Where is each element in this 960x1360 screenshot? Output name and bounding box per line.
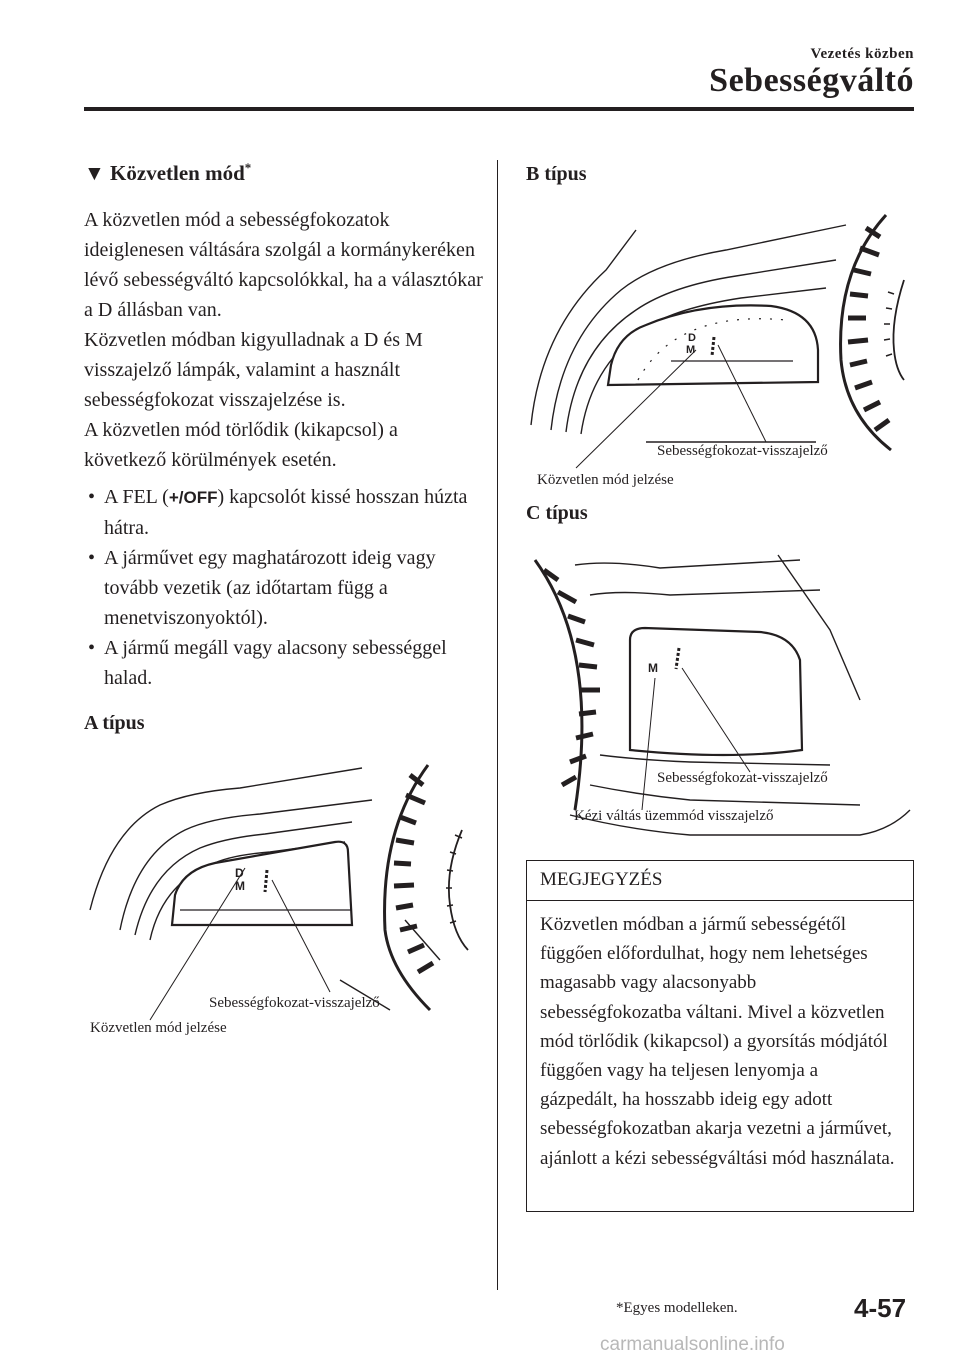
note-heading: MEGJEGYZÉS (527, 861, 913, 901)
triangle-marker-icon: ▼ (84, 161, 105, 185)
section-title (84, 160, 251, 186)
figure-b-label: B típus (526, 163, 587, 185)
cancel-conditions-list (84, 482, 484, 693)
watermark: carmanualsonline.info (600, 1334, 785, 1355)
indicator-m: M (686, 344, 696, 356)
figure-c-caption-gear: Sebességfokozat-visszajelző (657, 770, 828, 786)
speedometer-arc (535, 560, 582, 810)
intro-paragraph: A közvetlen mód a sebességfokozatok ideiglenesen váltására szolgál a kormánykeréken lévő sebességváltó kapcsolókkal, ha a választókar a D állásban van. (84, 209, 483, 321)
figure-c-instrument-illustration (530, 550, 915, 840)
bullet-dot-icon: • (88, 486, 96, 508)
inner-gauge-arc (449, 830, 468, 950)
column-divider (497, 160, 498, 1290)
up-off-switch-symbol: +/OFF (168, 488, 218, 507)
intro-text (84, 205, 484, 475)
inner-gauge-arc (893, 280, 904, 380)
header-rule (84, 107, 914, 111)
note-text: Közvetlen módban a jármű sebességétől függően előfordulhat, hogy nem lehetséges magasabb vagy alacsonyabb sebességfokozatba váltani. Mivel a közvetlen mód törlődik (kikapcsol) a gyorsítás módjától függően vagy ha teljesen lenyomja a gázpedált, ha hosszabb ideig egy adott sebességfokozatban akarja vezetni a járművet, ajánlott a kézi sebességváltási mód használata. (540, 914, 895, 1169)
figure-c-label: C típus (526, 502, 588, 524)
speedometer-tick-marks (544, 570, 600, 785)
tachometer-tick-marks (848, 228, 889, 430)
figure-a-caption-mode: Közvetlen mód jelzése (90, 1020, 227, 1036)
display-screen-frame (172, 842, 352, 925)
page-number: 4-57 (854, 1293, 907, 1323)
indicator-d: D (235, 866, 244, 880)
figure-a-label: A típus (84, 712, 145, 734)
footnote-asterisk: * (244, 160, 252, 175)
display-screen-frame (630, 628, 802, 755)
footnote: *Egyes modelleken. (616, 1300, 738, 1316)
section-header: Vezetés közben (810, 46, 914, 62)
intro-paragraph: Közvetlen módban kigyulladnak a D és M visszajelző lámpák, valamint a használt sebességfokozat visszajelzése is. (84, 329, 423, 411)
note-box (526, 860, 914, 1212)
list-item: • A FEL (+/OFF) kapcsolót kissé hosszan húzta hátra. (84, 482, 484, 543)
figure-b-instrument-illustration (526, 210, 916, 460)
indicator-m: M (235, 879, 245, 893)
display-screen-frame (608, 305, 818, 385)
bullet-dot-icon: • (88, 547, 96, 569)
indicator-d: D (688, 332, 696, 344)
intro-paragraph: A közvetlen mód törlődik (kikapcsol) a következő körülmények esetén. (84, 419, 398, 471)
figure-a-caption-gear: Sebességfokozat-visszajelző (209, 995, 380, 1011)
list-item: • A jármű megáll vagy alacsony sebességgel halad. (84, 633, 484, 693)
indicator-m: M (648, 661, 658, 675)
tachometer-tick-marks (394, 775, 433, 972)
page-title: Sebességváltó (709, 62, 914, 99)
inner-gauge-ticks (884, 292, 894, 356)
figure-a-instrument-illustration (90, 760, 490, 1020)
figure-b-caption-gear: Sebességfokozat-visszajelző (657, 443, 828, 459)
bullet-dot-icon: • (88, 637, 96, 659)
list-item: • A járművet egy maghatározott ideig vagy tovább vezetik (az időtartam függ a menetviszonyoktól). (84, 543, 484, 633)
figure-b-caption-mode: Közvetlen mód jelzése (537, 472, 674, 488)
figure-c-caption-mode: Kézi váltás üzemmód visszajelző (574, 808, 774, 824)
section-title-text: Közvetlen mód (110, 161, 245, 185)
